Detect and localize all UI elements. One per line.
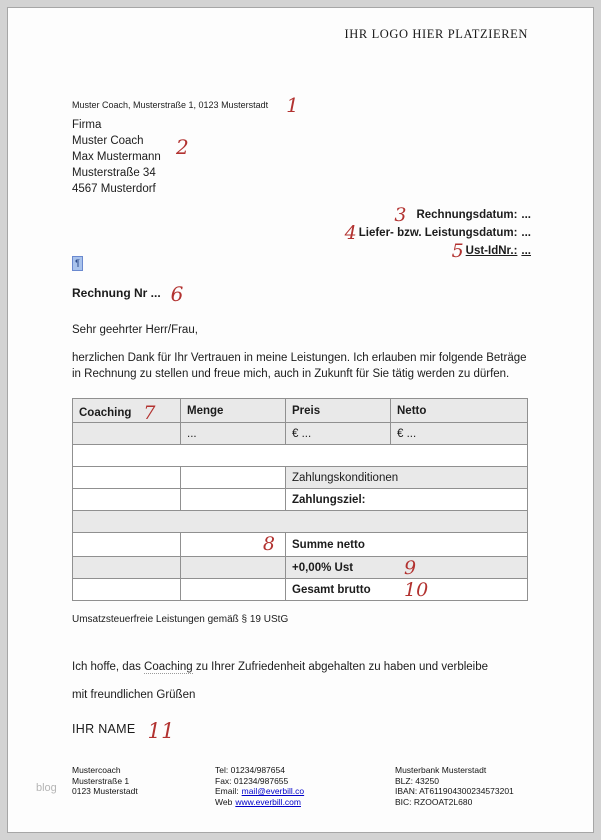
footer-bank-line: Musterbank Musterstadt (395, 765, 487, 775)
footer-bank-line: BIC: RZOOAT2L680 (395, 796, 473, 807)
recipient-line: Musterstraße 34 (72, 167, 156, 179)
footer-address-line: 0123 Musterstadt (72, 786, 138, 796)
closing-post: zu Ihrer Zufriedenheit abgehalten zu haben und verbleibe (192, 661, 489, 673)
footer-address-line: Musterstraße 1 (72, 775, 130, 786)
tax-exemption-note: Umsatzsteuerfreie Leistungen gemäß § 19 UStG (72, 614, 289, 625)
invoice-table-grid (72, 398, 528, 601)
table-empty-row (73, 511, 528, 533)
footer-bank-line: BLZ: 43250 (395, 775, 439, 786)
site-watermark: blog (36, 782, 57, 794)
empty-cell (73, 533, 181, 557)
recipient-line: 4567 Musterdorf (72, 183, 156, 195)
sum-marker-cell (181, 533, 286, 557)
signature-name-text: IHR NAME (72, 722, 136, 736)
empty-cell (181, 557, 286, 579)
recipient-line: Muster Coach (72, 135, 144, 147)
annotation-marker-10: 10 (404, 579, 429, 601)
footer-web-line (215, 797, 304, 808)
recipient-address (72, 117, 161, 197)
vat-id-row (345, 239, 531, 262)
empty-cell (73, 445, 528, 467)
delivery-date-row (344, 221, 531, 244)
item-menge-cell: ... (181, 423, 286, 445)
signature-name (72, 716, 175, 743)
empty-cell (181, 579, 286, 601)
invoice-date-label: Rechnungsdatum: (416, 209, 518, 221)
annotation-marker-6: 6 (170, 282, 184, 306)
invoice-subject (72, 280, 184, 306)
table-header-coaching (73, 399, 181, 423)
item-coaching-cell (73, 423, 181, 445)
footer-bank-column (395, 765, 514, 807)
vat-id-value: ... (521, 245, 531, 257)
footer-email-link[interactable]: mail@everbill.co (241, 786, 305, 796)
recipient-line: Max Mustermann (72, 151, 161, 163)
table-header-row (73, 399, 528, 423)
table-header-netto: Netto (391, 399, 528, 423)
footer-address-line: Mustercoach (72, 765, 121, 775)
annotation-marker-5: 5 (451, 240, 464, 262)
footer-email-line (215, 786, 304, 797)
table-empty-row (73, 445, 528, 467)
empty-cell (73, 489, 181, 511)
recipient-line: Firma (72, 119, 102, 131)
total-brutto-cell (286, 579, 528, 601)
table-due-row (73, 489, 528, 511)
footer-tel: Tel: 01234/987654 (215, 765, 285, 775)
annotation-marker-3: 3 (394, 204, 407, 226)
payment-conditions-cell: Zahlungskonditionen (286, 467, 528, 489)
item-preis-cell: € ... (286, 423, 391, 445)
invoice-table (72, 398, 528, 601)
footer-email-label: Email: (215, 786, 239, 796)
footer-web-link[interactable]: www.everbill.com (235, 796, 301, 807)
intro-paragraph: herzlichen Dank für Ihr Vertrauen in meine Leistungen. Ich erlauben mir folgende Beträge in Rechnung zu stellen und freue mich, auch in Zukunft für Sie tätig werden zu dürfen. (72, 352, 527, 380)
sum-netto-label: Summe netto (292, 538, 365, 551)
footer-bank-line: IBAN: AT611904300234573201 (395, 786, 514, 796)
empty-cell (181, 489, 286, 511)
closing-sentence (72, 661, 488, 673)
empty-cell (73, 467, 181, 489)
annotation-marker-4: 4 (344, 222, 357, 244)
footer-address-column (72, 765, 138, 797)
annotation-marker-9: 9 (404, 557, 417, 579)
regards-line: mit freundlichen Grüßen (72, 689, 196, 701)
closing-pre: Ich hoffe, das (72, 661, 145, 673)
annotation-marker-1: 1 (286, 93, 299, 117)
annotation-marker-11: 11 (147, 719, 175, 743)
empty-cell (73, 557, 181, 579)
invoice-meta (344, 203, 531, 262)
footer-contact-column (215, 765, 304, 807)
empty-cell (181, 467, 286, 489)
closing-coaching-word: Coaching (144, 661, 193, 673)
invoice-date-value: ... (521, 209, 531, 221)
delivery-date-label: Liefer- bzw. Leistungsdatum: (358, 227, 518, 239)
payment-due-cell: Zahlungsziel: (286, 489, 528, 511)
paragraph-mark-icon: ¶ (72, 256, 83, 271)
table-conditions-row (73, 467, 528, 489)
logo-placeholder: IHR LOGO HIER PLATZIEREN (344, 27, 528, 41)
invoice-subject-text: Rechnung Nr ... (72, 286, 161, 300)
vat-label: +0,00% Ust (292, 561, 354, 574)
sender-line (72, 91, 299, 117)
annotation-marker-2: 2 (176, 135, 189, 159)
table-header-menge: Menge (181, 399, 286, 423)
table-total-row (73, 579, 528, 601)
sum-netto-cell (286, 533, 528, 557)
footer-fax: Fax: 01234/987655 (215, 775, 289, 786)
total-brutto-label: Gesamt brutto (292, 583, 371, 596)
annotation-marker-7: 7 (143, 402, 156, 423)
table-vat-row (73, 557, 528, 579)
vat-cell (286, 557, 528, 579)
vat-id-label: Ust-IdNr.: (465, 245, 518, 257)
delivery-date-value: ... (521, 227, 531, 239)
table-sum-row (73, 533, 528, 557)
annotation-marker-8: 8 (262, 533, 275, 555)
empty-cell (73, 579, 181, 601)
item-netto-cell: € ... (391, 423, 528, 445)
footer-web-label: Web (215, 796, 233, 807)
table-item-row (73, 423, 528, 445)
empty-cell (73, 511, 528, 533)
invoice-date-row (345, 203, 531, 226)
salutation: Sehr geehrter Herr/Frau, (72, 324, 198, 336)
header-coaching-label: Coaching (79, 407, 132, 419)
table-header-preis: Preis (286, 399, 391, 423)
sender-line-text: Muster Coach, Musterstraße 1, 0123 Musterstadt (72, 100, 269, 110)
